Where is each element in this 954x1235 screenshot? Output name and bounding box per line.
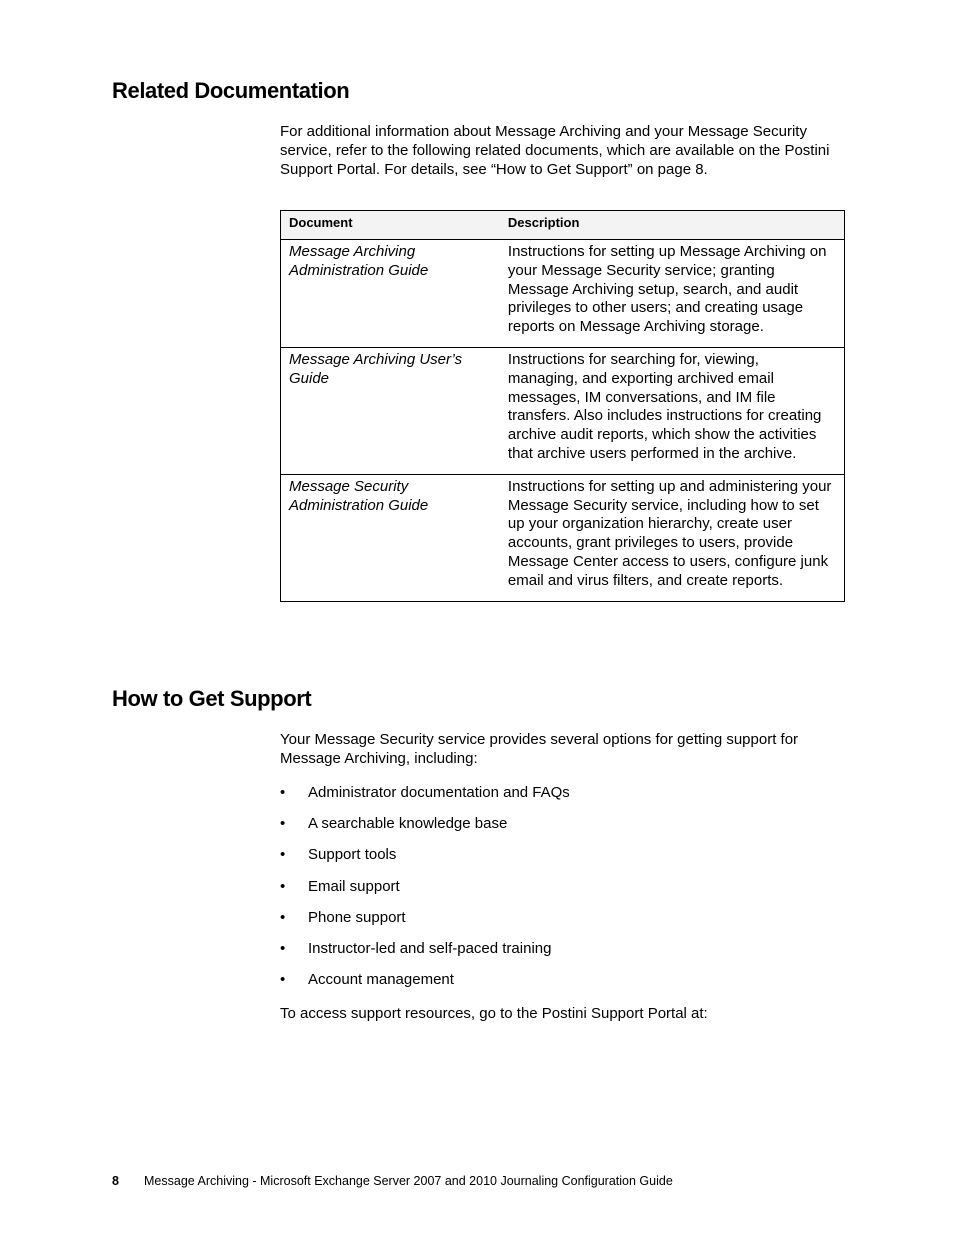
list-item bbox=[280, 909, 570, 940]
bullet-icon: • bbox=[280, 939, 286, 957]
related-documents-table bbox=[280, 210, 845, 602]
list-item bbox=[280, 971, 570, 1002]
bullet-icon: • bbox=[280, 971, 286, 989]
support-options-list bbox=[280, 784, 570, 1002]
document-description: Instructions for setting up and administering your Message Security service, including how to set up your organization hierarchy, create user accounts, grant privileges to users, provide Message Center access to users, configure junk email and virus filters, and create reports. bbox=[500, 474, 845, 601]
list-item bbox=[280, 940, 570, 971]
column-header-description: Description bbox=[500, 211, 845, 240]
section-heading-how-to-get-support: How to Get Support bbox=[112, 686, 312, 711]
list-item bbox=[280, 878, 570, 909]
support-intro: Your Message Security service provides several options for getting support for Message Archiving, including: bbox=[280, 731, 799, 767]
list-item-text: Phone support bbox=[308, 908, 406, 926]
document-description: Instructions for setting up Message Archiving on your Message Security service; granting Message Archiving setup, search, and audit privileges to other users; and creating usage reports on Message Archiving storage. bbox=[500, 240, 845, 348]
table-header-row bbox=[281, 211, 845, 240]
support-portal-text: To access support resources, go to the Postini Support Portal at: bbox=[280, 1005, 708, 1022]
document-description: Instructions for searching for, viewing, managing, and exporting archived email messages, IM conversations, and IM file transfers. Also includes instructions for creating archive audit reports, which show the activities that archive users performed in the archive. bbox=[500, 347, 845, 474]
page-footer bbox=[112, 1174, 673, 1189]
bullet-icon: • bbox=[280, 877, 286, 895]
list-item-text: Administrator documentation and FAQs bbox=[308, 784, 570, 801]
document-title-footer: Message Archiving - Microsoft Exchange Server 2007 and 2010 Journaling Configuration Guide bbox=[144, 1174, 673, 1188]
column-header-document: Document bbox=[281, 211, 500, 240]
document-title: Message Archiving User’s Guide bbox=[281, 347, 500, 474]
list-item bbox=[280, 815, 570, 846]
table-row bbox=[281, 347, 845, 474]
table-row bbox=[281, 474, 845, 601]
list-item-text: Support tools bbox=[308, 846, 397, 864]
related-docs-intro: For additional information about Message Archiving and your Message Security service, refer to the following related documents, which are available on the Postini Support Portal. For details, see “How to Get Support” on page 8. bbox=[280, 123, 830, 178]
list-item bbox=[280, 784, 570, 815]
page-number: 8 bbox=[112, 1174, 119, 1188]
list-item-text: Email support bbox=[308, 877, 400, 895]
list-item bbox=[280, 846, 570, 877]
bullet-icon: • bbox=[280, 908, 286, 926]
bullet-icon: • bbox=[280, 815, 286, 833]
bullet-icon: • bbox=[280, 784, 286, 801]
document-title: Message Security Administration Guide bbox=[281, 474, 500, 601]
list-item-text: A searchable knowledge base bbox=[308, 815, 508, 833]
list-item-text: Account management bbox=[308, 971, 454, 989]
list-item-text: Instructor-led and self-paced training bbox=[308, 939, 552, 957]
section-heading-related-documentation: Related Documentation bbox=[112, 78, 350, 103]
document-title: Message Archiving Administration Guide bbox=[281, 240, 500, 348]
bullet-icon: • bbox=[280, 846, 286, 864]
table-row bbox=[281, 240, 845, 348]
